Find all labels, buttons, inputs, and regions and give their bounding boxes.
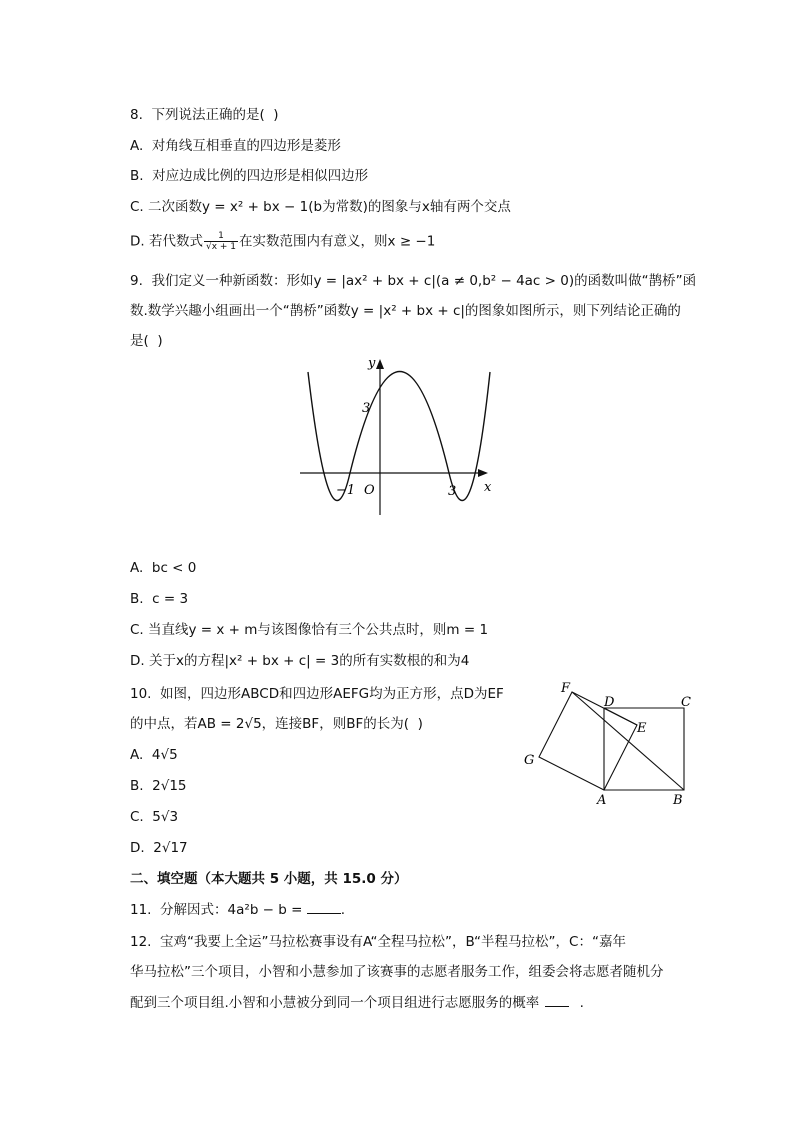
- q10-label-d: D: [604, 695, 615, 710]
- q9-option-c: C. 当直线y = x + m与该图像恰有三个公共点时，则m = 1: [130, 622, 489, 638]
- q8-option-a: A. 对角线互相垂直的四边形是菱形: [130, 138, 341, 154]
- q9-y-tick-3: 3: [362, 401, 371, 416]
- q11: [130, 901, 345, 919]
- q8-fraction-numerator: 1: [204, 231, 238, 242]
- q10-option-d: D. 2√17: [130, 840, 188, 856]
- q10-label-b: B: [673, 793, 683, 808]
- q9-x-label: x: [484, 480, 492, 495]
- q9-x-tick-neg1: −1: [336, 483, 356, 498]
- q9-x-axis-arrow: [478, 469, 488, 477]
- q9-x-tick-3: 3: [448, 484, 457, 499]
- q12-end: .: [579, 995, 584, 1011]
- q10-segment-bf: [572, 692, 684, 790]
- q8-option-b: B. 对应边成比例的四边形是相似四边形: [130, 168, 369, 184]
- q11-end: .: [340, 902, 346, 918]
- q8-option-c: C. 二次函数y = x² + bx − 1(b为常数)的图象与x轴有两个交点: [130, 199, 511, 215]
- q8-fraction: [204, 231, 238, 252]
- q8-option-d-prefix: D. 若代数式: [130, 233, 203, 250]
- q10-label-c: C: [681, 695, 691, 710]
- q10-label-a: A: [597, 793, 607, 808]
- q9-curve-middle: [350, 372, 449, 474]
- q12-answer-blank[interactable]: [545, 994, 569, 1007]
- q8-stem: 8. 下列说法正确的是( ): [130, 107, 279, 123]
- q9-function-graph: [290, 350, 510, 525]
- q9-y-label: y: [368, 356, 376, 371]
- section2-title: 二、填空题（本大题共 5 小题，共 15.0 分）: [130, 871, 408, 887]
- q10-option-c: C. 5√3: [130, 809, 179, 825]
- q9-option-b: B. c = 3: [130, 591, 189, 607]
- q9-stem-line3: 是( ): [130, 333, 163, 349]
- q12-line3: [130, 994, 584, 1012]
- q10-label-g: G: [524, 753, 535, 768]
- q8-option-d-suffix: 在实数范围内有意义，则x ≥ −1: [239, 233, 436, 250]
- q10-label-f: F: [561, 681, 571, 696]
- q9-option-a: A. bc < 0: [130, 560, 197, 576]
- q8-option-d: [130, 231, 435, 252]
- q12-line1: 12. 宝鸡“我要上全运”马拉松赛事设有A“全程马拉松”，B“半程马拉松”，C：“嘉年: [130, 934, 626, 950]
- q9-option-d: D. 关于x的方程|x² + bx + c| = 3的所有实数根的和为4: [130, 653, 470, 669]
- q10-squares-figure: [515, 680, 705, 810]
- q9-curve-left: [308, 372, 350, 501]
- q10-stem-line1: 10. 如图，四边形ABCD和四边形AEFG均为正方形，点D为EF: [130, 686, 504, 702]
- q12-line2: 华马拉松”三个项目，小智和小慧参加了该赛事的志愿者服务工作，组委会将志愿者随机分: [130, 964, 664, 980]
- q8-fraction-denominator: √x + 1: [205, 242, 237, 252]
- q9-stem-line1: 9. 我们定义一种新函数：形如y = |ax² + bx + c|(a ≠ 0,b² − 4ac > 0)的函数叫做“鹊桥”函: [130, 273, 697, 289]
- q11-stem: 11. 分解因式：4a²b − b =: [130, 902, 303, 918]
- q12-line3-text: 配到三个项目组.小智和小慧被分到同一个项目组进行志愿服务的概率: [130, 995, 540, 1011]
- q10-option-a: A. 4√5: [130, 747, 178, 763]
- q10-stem-line2: 的中点，若AB = 2√5，连接BF，则BF的长为( ): [130, 716, 423, 732]
- q9-origin-label: O: [364, 483, 375, 498]
- q11-answer-blank[interactable]: [307, 901, 341, 914]
- q9-stem-line2: 数.数学兴趣小组画出一个“鹊桥”函数y = |x² + bx + c|的图象如图所示，则下列结论正确的: [130, 303, 681, 319]
- q10-segment-de: [604, 708, 637, 725]
- q10-option-b: B. 2√15: [130, 778, 187, 794]
- q9-y-axis-arrow: [376, 359, 384, 369]
- q10-label-e: E: [637, 721, 647, 736]
